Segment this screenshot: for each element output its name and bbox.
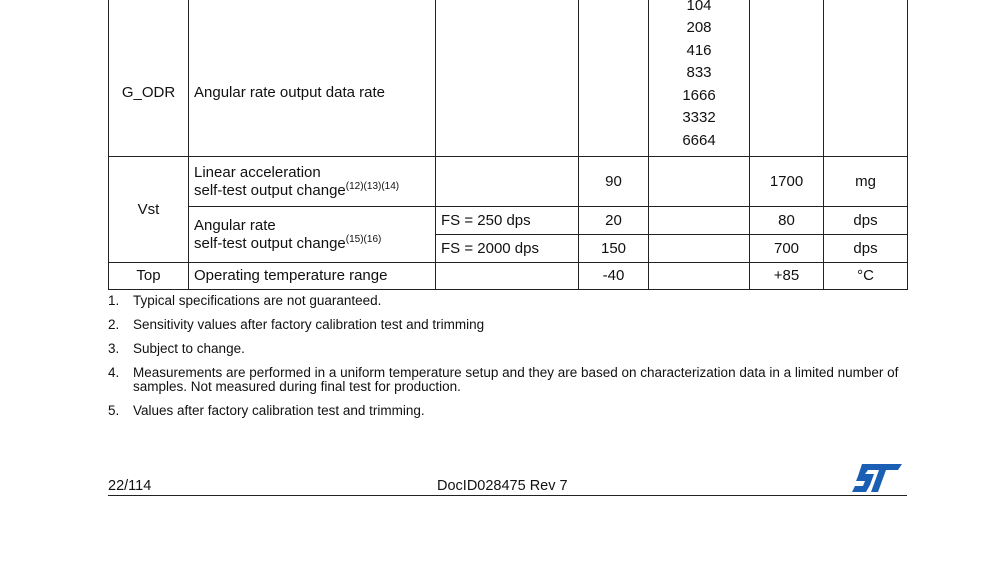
top-parameter: Operating temperature range [189, 263, 436, 290]
vst-linear-unit: mg [824, 157, 908, 207]
vst-angular-250-unit: dps [824, 207, 908, 235]
footnote-number: 2. [108, 317, 120, 332]
footnote-number: 4. [108, 365, 120, 380]
vst-linear-condition [436, 157, 579, 207]
godr-condition [436, 0, 579, 157]
footnote-refs: (12)(13)(14) [345, 180, 400, 192]
vst-angular-parameter [189, 207, 436, 263]
godr-symbol: G_ODR [109, 0, 189, 157]
odr-value: 1666 [682, 86, 716, 104]
godr-max [750, 0, 824, 157]
footnote-text: Subject to change. [133, 341, 245, 356]
footnote [108, 318, 908, 332]
page-number: 22/114 [108, 478, 152, 494]
footnote-text: Measurements are performed in a uniform temperature setup and they are based on characterization data in a limited number of samples. Not measured during final test for production. [133, 365, 899, 394]
footnote-text: Typical specifications are not guaranteed. [133, 293, 382, 308]
footnote [108, 404, 908, 418]
odr-value: 833 [686, 64, 712, 82]
vst-linear-row [109, 157, 908, 207]
vst-angular-2000-unit: dps [824, 235, 908, 263]
st-logo-icon [852, 464, 902, 492]
vst-symbol: Vst [109, 157, 189, 263]
godr-min [579, 0, 649, 157]
footnote-text: Values after factory calibration test and trimming. [133, 403, 425, 418]
godr-values [649, 0, 750, 157]
vst-linear-typ [649, 157, 750, 207]
godr-unit [824, 0, 908, 157]
odr-value: 208 [686, 19, 712, 37]
vst-angular-250-row [109, 207, 908, 235]
footnote-number: 3. [108, 341, 120, 356]
vst-linear-param-line2: self-test output change$^{(12)(13)(14)}$ [194, 180, 400, 199]
vst-angular-2000-min: 150 [579, 235, 649, 263]
footnote-number: 1. [108, 293, 120, 308]
top-row [109, 263, 908, 290]
top-min: -40 [579, 263, 649, 290]
vst-angular-param-line1: Angular rate [194, 216, 276, 234]
footnote [108, 294, 908, 308]
odr-value: 6664 [682, 131, 716, 149]
footnote [108, 342, 908, 356]
vst-angular-250-typ [649, 207, 750, 235]
odr-value: 104 [686, 0, 712, 14]
vst-angular-250-condition: FS = 250 dps [436, 207, 579, 235]
st-logo-icon [852, 464, 902, 492]
top-max: +85 [750, 263, 824, 290]
godr-parameter: Angular rate output data rate [189, 0, 436, 157]
vst-linear-parameter [189, 157, 436, 207]
footer-divider [108, 495, 907, 496]
vst-angular-2000-condition: FS = 2000 dps [436, 235, 579, 263]
godr-row [109, 0, 908, 157]
footnote-number: 5. [108, 403, 120, 418]
vst-angular-param-line2: self-test output change$^{(15)(16)}$ [194, 233, 382, 252]
footnote-refs: (15)(16) [345, 233, 382, 245]
vst-linear-max: 1700 [750, 157, 824, 207]
footnotes [108, 294, 908, 428]
spec-table [108, 0, 908, 290]
top-unit: °C [824, 263, 908, 290]
top-symbol: Top [109, 263, 189, 290]
vst-angular-250-min: 20 [579, 207, 649, 235]
vst-angular-250-max: 80 [750, 207, 824, 235]
vst-angular-2000-typ [649, 235, 750, 263]
top-typ [649, 263, 750, 290]
document-id: DocID028475 Rev 7 [437, 478, 568, 494]
footnote-text: Sensitivity values after factory calibration test and trimming [133, 317, 485, 332]
top-condition [436, 263, 579, 290]
odr-value: 416 [686, 41, 712, 59]
odr-value: 3332 [682, 109, 716, 127]
vst-linear-min: 90 [579, 157, 649, 207]
vst-linear-param-line1: Linear acceleration [194, 163, 321, 181]
footnote [108, 366, 908, 394]
vst-angular-2000-max: 700 [750, 235, 824, 263]
